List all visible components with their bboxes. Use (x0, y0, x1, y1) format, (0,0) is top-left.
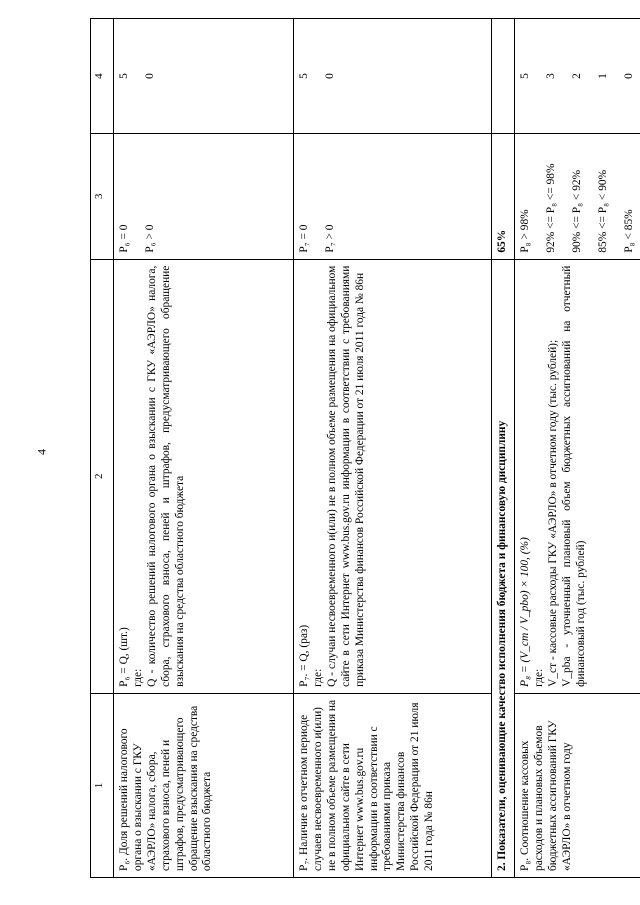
score: 3 (544, 73, 557, 79)
condition: P₈ > 98% (518, 209, 531, 253)
condition: P₇ = 0 (298, 224, 310, 253)
indicators-table (90, 18, 640, 878)
formula: P₈ = (V_ст / V_pbo) × 100, (%) (518, 537, 531, 687)
section-empty-cell (492, 19, 515, 134)
formula-description: V_ст - кассовые расходы ГКУ «АЭРЛО» в отчетном году (тыс. рублей); (546, 339, 559, 687)
section-title: 2. Показатели, оценивающие качество исполнения бюджета и финансовую дисциплину (492, 259, 515, 877)
where-label: где: (311, 668, 324, 687)
condition: P₆ > 0 (144, 224, 156, 253)
rotated-page (90, 18, 635, 878)
indicator-name: P₈. Соотношение кассовых расходов и плановых объемов бюджетных ассигнований ГКУ «АЭРЛО» в отчетном году (514, 693, 640, 877)
condition-cell (114, 134, 294, 260)
score: 5 (518, 73, 531, 79)
condition-cell (514, 134, 640, 260)
indicator-formula (114, 259, 294, 693)
score: 1 (596, 73, 609, 79)
header-cell-1: 1 (91, 693, 114, 877)
score: 5 (118, 73, 130, 79)
where-label: где: (532, 668, 545, 687)
page-number: 4 (34, 449, 49, 455)
header-cell-4: 4 (91, 19, 114, 134)
condition: P₇ > 0 (324, 224, 336, 253)
score: 0 (144, 73, 156, 79)
formula: P₇. = Q, (раз) (298, 624, 310, 687)
indicator-name: P₇. Наличие в отчетном периоде случаев несвоевременного и(или) не в полном объеме размещения на официальном сайте в сети Интернет www.bus.gov.ru информации в соответствии с требованиями приказа Министерства финансов Российской Федерации от 21 июля 2011 года № 86н (294, 693, 492, 877)
condition: 85% <= P₈ < 90% (596, 169, 609, 253)
score-cell (294, 19, 492, 134)
indicator-formula (514, 259, 640, 693)
where-label: где: (131, 668, 144, 687)
formula-description: Q - количество решений налогового органа о взыскании с ГКУ «АЭРЛО» налога, сбора, страхового взноса, пеней и штрафов, предусматривающего обращение взыскания на средства областного бюджета (145, 265, 186, 687)
score: 0 (622, 73, 635, 79)
score: 0 (324, 73, 336, 79)
condition-cell (294, 134, 492, 260)
header-cell-2: 2 (91, 259, 114, 693)
condition: P₈ < 85% (622, 209, 635, 253)
condition: 90% <= P₈ < 92% (570, 169, 583, 253)
formula-description: V_pba - уточненный плановый объем бюджетных ассигнований на отчетный финансовый год (тыс. рублей) (560, 265, 587, 687)
score: 5 (298, 73, 310, 79)
table-row (294, 19, 492, 878)
formula: P₆ = Q, (шт.) (118, 627, 130, 687)
indicator-name: P₆. Доля решений налогового органа о взыскании с ГКУ «АЭРЛО» налога, сбора, страхового взноса, пеней и штрафов, предусматривающего обращение взыскания на средства областного бюджета (114, 693, 294, 877)
score: 2 (570, 73, 583, 79)
score-cell (114, 19, 294, 134)
table-row (114, 19, 294, 878)
indicator-formula (294, 259, 492, 693)
condition: P₆ = 0 (118, 224, 130, 253)
table-row (514, 19, 640, 878)
section-weight: 65% (492, 134, 515, 260)
header-row (91, 19, 114, 878)
formula-description: Q - случаи несвоевременного и(или) не в полном объеме размещения на официальном сайте в сети Интернет www.bus.gov.ru информации в соответствии с требованиями приказа Министерства финансов Российской Федерации от 21 июля 2011 года № 86н (325, 265, 366, 687)
section-row (492, 19, 515, 878)
condition: 92% <= P₈ <= 98% (544, 163, 557, 253)
score-cell (514, 19, 640, 134)
header-cell-3: 3 (91, 134, 114, 260)
